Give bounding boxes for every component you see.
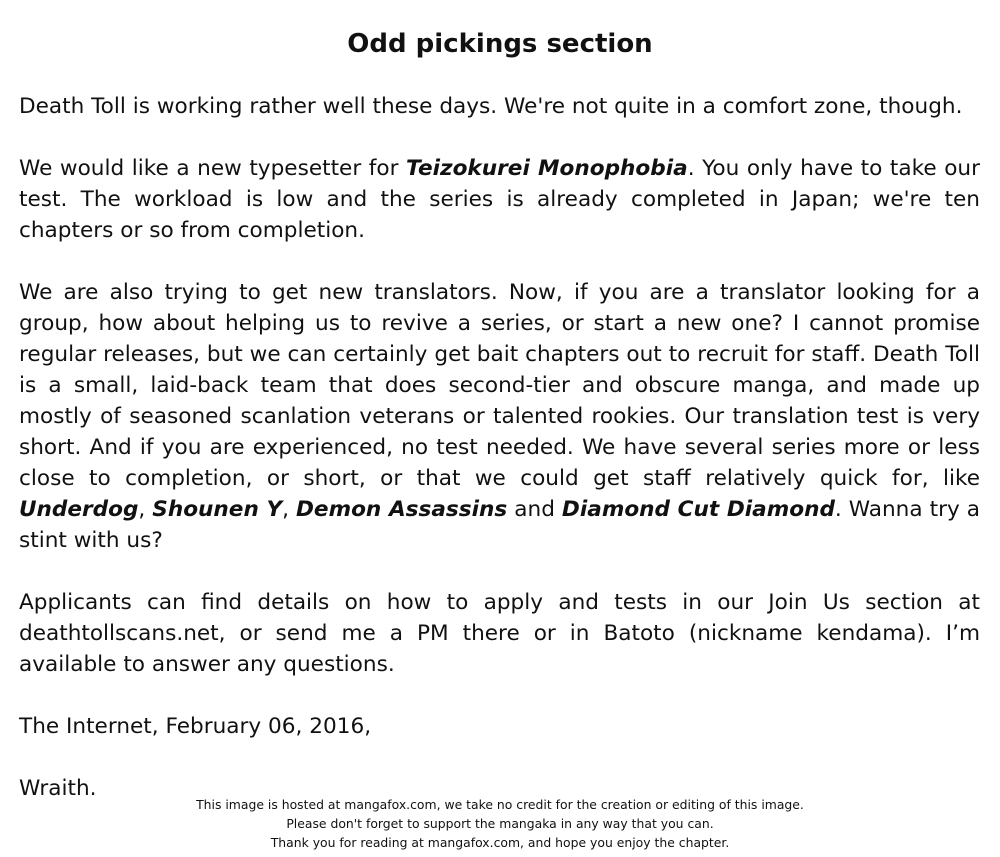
series-shounen-y: Shounen Y bbox=[152, 497, 283, 522]
series-demon-assassins: Demon Assassins bbox=[296, 497, 508, 522]
paragraph-status: Death Toll is working rather well these days. We're not quite in a comfort zone, though. bbox=[19, 94, 963, 119]
paragraph-typesetter bbox=[19, 153, 980, 246]
separator: , bbox=[282, 497, 296, 522]
footer-line: This image is hosted at mangafox.com, we take no credit for the creation or editing of this image. bbox=[196, 797, 804, 812]
series-underdog: Underdog bbox=[19, 497, 139, 522]
footer-line: Please don't forget to support the mangaka in any way that you can. bbox=[286, 816, 714, 831]
separator: , bbox=[138, 497, 153, 522]
hosting-notice bbox=[0, 795, 1000, 852]
typesetter-text-start: We would like a new typesetter for bbox=[19, 156, 407, 181]
translators-text-start: We are also trying to get new translators. Now, if you are a translator looking for a group, how about helping us to revive a series, or start a new one? I cannot promise regular releases, but we can certainly get bait chapters out to recruit for staff. Death Toll is a small, laid-back team that does second-tier and obscure manga, and made up mostly of seasoned scanlation veterans or talented rookies. Our translation test is very short. And if you are experienced, no test needed. We have several series more or less close to completion, or short, or that we could get staff relatively quick for, like bbox=[19, 280, 980, 491]
paragraph-translators bbox=[19, 277, 980, 556]
conjunction: and bbox=[507, 497, 562, 522]
typesetter-text-end: . You only have to take our test. The workload is low and the series is already completed in Japan; we're ten chapters or so from completion. bbox=[19, 156, 980, 243]
series-diamond-cut-diamond: Diamond Cut Diamond bbox=[561, 497, 835, 522]
page-title: Odd pickings section bbox=[347, 29, 653, 59]
translators-text-end: . Wanna try a stint with us? bbox=[19, 497, 980, 553]
paragraph-applicants: Applicants can find details on how to apply and tests in our Join Us section at deathtollscans.net, or send me a PM there or in Batoto (nickname kendama). I’m available to answer any questions. bbox=[19, 590, 980, 677]
series-teizokurei-monophobia: Teizokurei Monophobia bbox=[406, 156, 688, 181]
signature-place-date: The Internet, February 06, 2016, bbox=[19, 714, 372, 739]
signature-name: Wraith. bbox=[19, 776, 97, 801]
footer-line: Thank you for reading at mangafox.com, and hope you enjoy the chapter. bbox=[270, 835, 730, 850]
article-body bbox=[19, 91, 980, 804]
